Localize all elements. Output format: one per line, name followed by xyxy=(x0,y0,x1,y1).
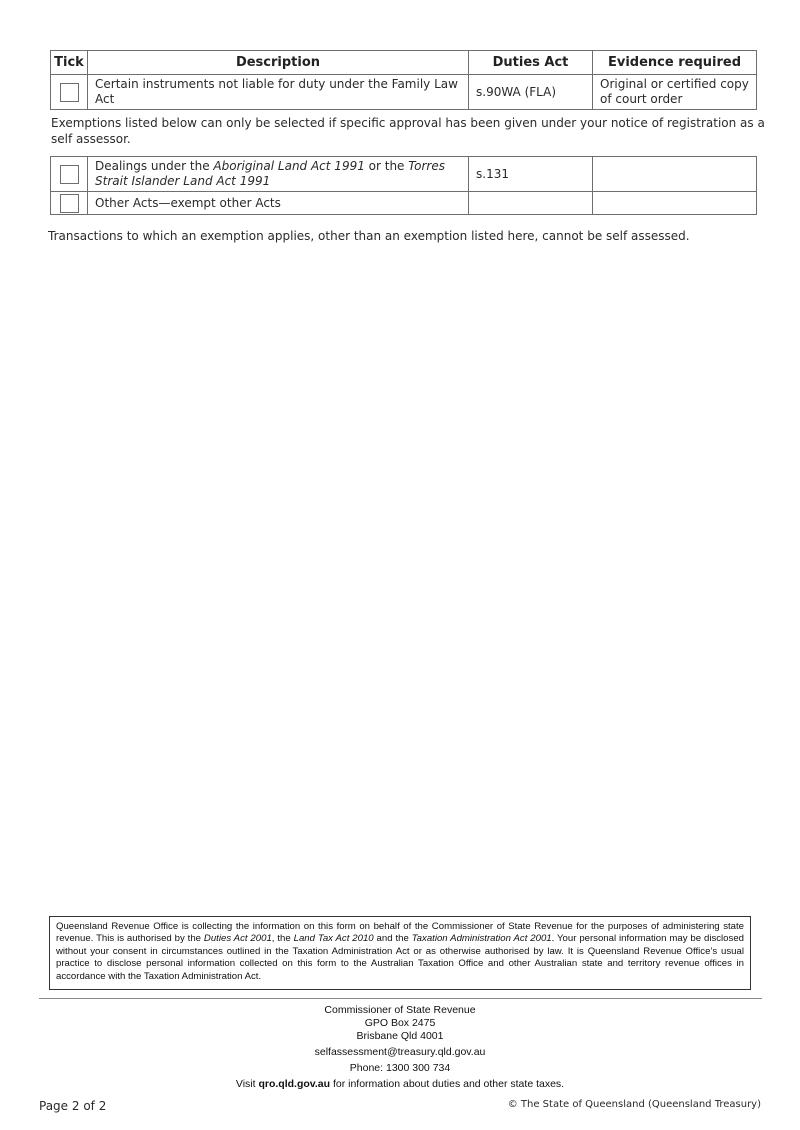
header-evidence-required: Evidence required xyxy=(593,51,757,75)
row-description: Certain instruments not liable for duty under the Family Law Act xyxy=(88,75,469,110)
row-evidence xyxy=(593,192,757,215)
tick-cell xyxy=(51,157,88,192)
act-name-aboriginal: Aboriginal Land Act 1991 xyxy=(213,159,365,173)
contact-block xyxy=(100,1004,700,1091)
header-tick: Tick xyxy=(51,51,88,75)
evidence-line-1: Original or certified copy xyxy=(600,77,749,91)
evidence-line-2: of court order xyxy=(600,92,683,106)
header-description: Description xyxy=(88,51,469,75)
privacy-text: . Your personal information may be disclosed without your consent in circumstances outlined in the Taxation Administration Act or as otherwise authorised by law. It is Queensland Revenue Office’s usual practice to disclose personal information collected on this form to the Australian Taxation Office and other Australian state and territory revenue offices in accordance with the Taxation Administration Act. xyxy=(56,933,744,982)
row-description: Other Acts—exempt other Acts xyxy=(88,192,469,215)
footer-divider xyxy=(39,998,762,999)
table-row xyxy=(51,75,757,110)
contact-po-box: GPO Box 2475 xyxy=(364,1017,436,1029)
act-name-torres-strait: Torres Strait Islander Land Act 1991 xyxy=(95,159,445,188)
website-link[interactable]: qro.qld.gov.au xyxy=(258,1078,331,1090)
desc-text: or the xyxy=(364,159,409,173)
self-assessor-notice: Exemptions listed below can only be selected if specific approval has been given under your notice of registration as a self assessor. xyxy=(51,116,765,146)
aboriginal-land-checkbox[interactable] xyxy=(60,165,79,184)
desc-text: Dealings under the xyxy=(95,159,214,173)
approval-exemptions-table xyxy=(50,156,757,215)
contact-visit xyxy=(100,1078,700,1091)
contact-email[interactable]: selfassessment@treasury.qld.gov.au xyxy=(314,1046,486,1058)
exemptions-table xyxy=(50,50,757,110)
contact-office: Commissioner of State Revenue xyxy=(324,1004,476,1016)
visit-prefix: Visit xyxy=(235,1078,259,1090)
row-duties-act: s.131 xyxy=(469,157,593,192)
visit-suffix: for information about duties and other state taxes. xyxy=(330,1078,565,1090)
row-evidence xyxy=(593,157,757,192)
tick-cell xyxy=(51,75,88,110)
row-duties-act: s.90WA (FLA) xyxy=(469,75,593,110)
privacy-text: , the xyxy=(271,933,294,945)
contact-city: Brisbane Qld 4001 xyxy=(356,1030,444,1042)
row-duties-act xyxy=(469,192,593,215)
act-name-land-tax: Land Tax Act 2010 xyxy=(293,933,374,945)
table-row xyxy=(51,192,757,215)
row-evidence xyxy=(593,75,757,110)
act-name-duties: Duties Act 2001 xyxy=(203,933,272,945)
table-row xyxy=(51,157,757,192)
row-description xyxy=(88,157,469,192)
self-assessment-limitation-note: Transactions to which an exemption applies, other than an exemption listed here, cannot be self assessed. xyxy=(48,229,690,243)
privacy-text: and the xyxy=(373,933,412,945)
act-name-taxation-admin: Taxation Administration Act 2001 xyxy=(411,933,552,945)
family-law-checkbox[interactable] xyxy=(60,83,79,102)
page-number: Page 2 of 2 xyxy=(39,1099,107,1113)
other-acts-checkbox[interactable] xyxy=(60,194,79,213)
copyright-notice: © The State of Queensland (Queensland Treasury) xyxy=(507,1099,761,1110)
privacy-notice xyxy=(49,916,751,990)
contact-phone: Phone: 1300 300 734 xyxy=(349,1062,451,1074)
tick-cell xyxy=(51,192,88,215)
privacy-text: Queensland Revenue Office is collecting the information on this form on behalf of the Commissioner of State Revenue for the purposes of administering state revenue. This is authorised by the xyxy=(56,921,744,945)
header-duties-act: Duties Act xyxy=(469,51,593,75)
